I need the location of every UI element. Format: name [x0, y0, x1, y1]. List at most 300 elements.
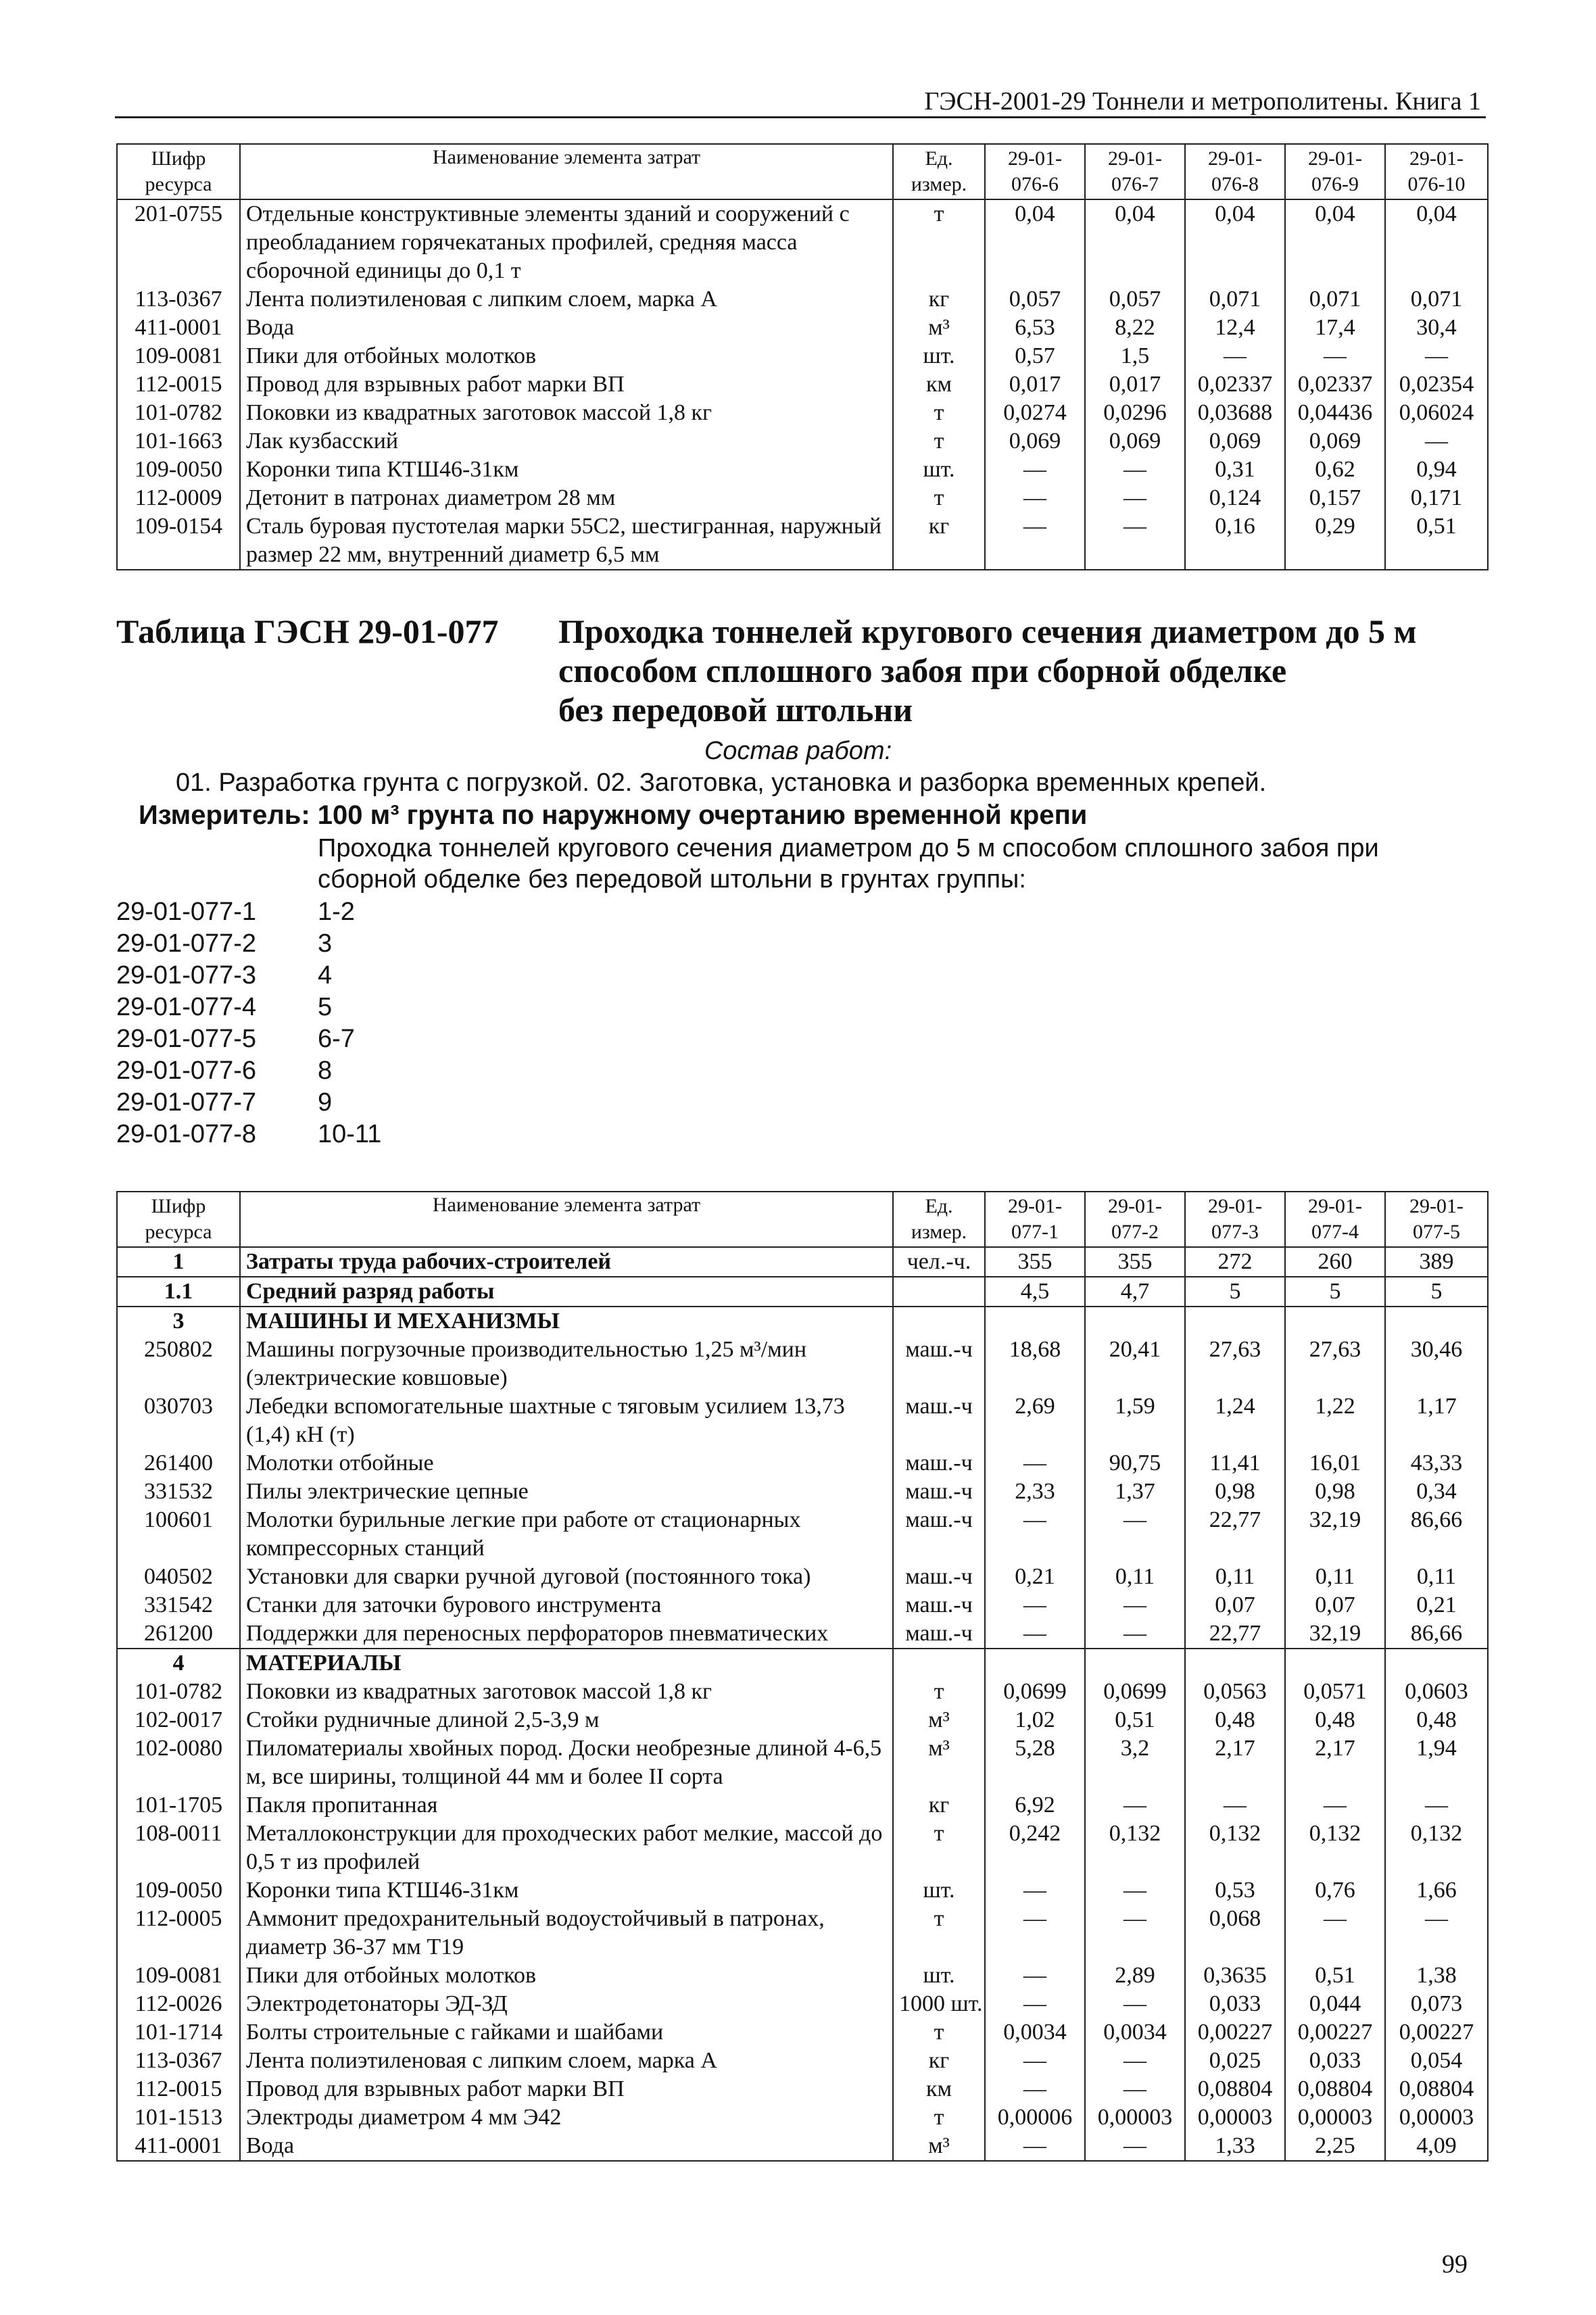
- resource-code: 112-0009: [117, 484, 240, 512]
- resource-name: Пики для отбойных молотков: [240, 1961, 893, 1990]
- norm-value: 30,4: [1385, 314, 1488, 342]
- norm-value: [1185, 1307, 1285, 1336]
- resource-unit: шт.: [893, 1961, 985, 1990]
- resource-name: Пиломатериалы хвойных пород. Доски необрезные длиной 4-6,5 м, все ширины, толщиной 44 мм и более II сорта: [240, 1734, 893, 1791]
- norm-value: 22,77: [1185, 1506, 1285, 1563]
- norm-value: 0,00006: [985, 2103, 1085, 2132]
- resource-unit: м³: [893, 1734, 985, 1791]
- resource-code: 108-0011: [117, 1820, 240, 1876]
- table-body: [117, 1247, 1488, 2161]
- norm-value: 0,51: [1385, 512, 1488, 570]
- norm-value: 0,00003: [1185, 2103, 1285, 2132]
- norm-value: [1085, 1649, 1185, 1678]
- resource-unit: т: [893, 484, 985, 512]
- norm-value: 0,069: [1285, 427, 1385, 456]
- norm-value: 0,48: [1385, 1706, 1488, 1734]
- norm-value: 1,5: [1085, 342, 1185, 370]
- norm-value: 0,132: [1385, 1820, 1488, 1876]
- table-row: [117, 1247, 1488, 1277]
- norm-value: 0,21: [985, 1563, 1085, 1591]
- resource-name: Установки для сварки ручной дуговой (постоянного тока): [240, 1563, 893, 1591]
- column-header: 29-01-076-10: [1385, 144, 1488, 199]
- norm-value: 0,0274: [985, 399, 1085, 427]
- variant-group: 8: [318, 1056, 333, 1085]
- norm-value: 0,11: [1285, 1563, 1385, 1591]
- norm-value: —: [1285, 342, 1385, 370]
- resource-name: МАТЕРИАЛЫ: [240, 1649, 893, 1678]
- norm-value: 0,02337: [1285, 370, 1385, 399]
- variant-group: 10-11: [318, 1120, 382, 1148]
- norm-value: —: [985, 512, 1085, 570]
- norm-value: 0,94: [1385, 456, 1488, 484]
- resource-name: Детонит в патронах диаметром 28 мм: [240, 484, 893, 512]
- table-row: [117, 399, 1488, 427]
- norm-value: —: [1085, 1905, 1185, 1961]
- resource-name: Пакля пропитанная: [240, 1791, 893, 1820]
- norm-value: 0,48: [1285, 1706, 1385, 1734]
- resource-table-077: [116, 1191, 1489, 2162]
- table-row: [117, 1506, 1488, 1563]
- variant-group: 5: [318, 993, 333, 1021]
- norm-value: —: [985, 1591, 1085, 1619]
- resource-unit: маш.-ч: [893, 1336, 985, 1392]
- resource-unit: 1000 шт.: [893, 1990, 985, 2018]
- norm-value: 1,59: [1085, 1392, 1185, 1449]
- norm-value: 0,11: [1185, 1563, 1285, 1591]
- page-number: 99: [1442, 2250, 1468, 2279]
- norm-value: 17,4: [1285, 314, 1385, 342]
- norm-value: 0,017: [1085, 370, 1185, 399]
- norm-value: [985, 1307, 1085, 1336]
- resource-unit: т: [893, 399, 985, 427]
- resource-name: Пилы электрические цепные: [240, 1478, 893, 1506]
- header-unit: Ед. измер.: [893, 1192, 985, 1247]
- norm-value: —: [1085, 1876, 1185, 1905]
- norm-value: 0,069: [1085, 427, 1185, 456]
- norm-value: 0,0571: [1285, 1678, 1385, 1706]
- norm-value: 0,3635: [1185, 1961, 1285, 1990]
- resource-unit: [893, 1307, 985, 1336]
- resource-name: Молотки отбойные: [240, 1449, 893, 1478]
- norm-value: —: [1285, 1791, 1385, 1820]
- resource-table-076: [116, 143, 1489, 570]
- norm-value: 0,76: [1285, 1876, 1385, 1905]
- norm-value: 0,0563: [1185, 1678, 1285, 1706]
- resource-unit: т: [893, 1678, 985, 1706]
- norm-value: —: [1185, 342, 1285, 370]
- norm-value: 2,25: [1285, 2132, 1385, 2161]
- resource-name: Поковки из квадратных заготовок массой 1,8 кг: [240, 399, 893, 427]
- resource-name: Лебедки вспомогательные шахтные с тяговым усилием 13,73 (1,4) кН (т): [240, 1392, 893, 1449]
- norm-value: —: [1085, 512, 1185, 570]
- resource-code: 109-0050: [117, 456, 240, 484]
- norm-value: [1285, 1649, 1385, 1678]
- norm-value: —: [985, 1619, 1085, 1649]
- norm-value: 16,01: [1285, 1449, 1385, 1478]
- norm-value: —: [1085, 456, 1185, 484]
- norm-value: 0,068: [1185, 1905, 1285, 1961]
- norm-value: 0,054: [1385, 2047, 1488, 2075]
- norm-value: 2,69: [985, 1392, 1085, 1449]
- norm-value: [1085, 1307, 1185, 1336]
- table-row: [117, 2075, 1488, 2103]
- resource-unit: м³: [893, 314, 985, 342]
- norm-value: [985, 1649, 1085, 1678]
- table-row: [117, 1734, 1488, 1791]
- norm-value: 27,63: [1185, 1336, 1285, 1392]
- norm-value: 4,5: [985, 1277, 1085, 1307]
- resource-name: Коронки типа КТШ46-31км: [240, 1876, 893, 1905]
- norm-value: 0,04: [985, 199, 1085, 285]
- norm-value: 2,17: [1185, 1734, 1285, 1791]
- norm-value: 4,09: [1385, 2132, 1488, 2161]
- norm-value: 1,22: [1285, 1392, 1385, 1449]
- table-row: [117, 1449, 1488, 1478]
- resource-unit: кг: [893, 1791, 985, 1820]
- table-body: [117, 199, 1488, 570]
- norm-value: 0,0699: [1085, 1678, 1185, 1706]
- resource-code: 1.1: [117, 1277, 240, 1307]
- resource-unit: маш.-ч: [893, 1392, 985, 1449]
- variant-row: [116, 1119, 381, 1150]
- norm-value: 0,04436: [1285, 399, 1385, 427]
- variant-group: 1-2: [318, 898, 355, 926]
- resource-code: 109-0050: [117, 1876, 240, 1905]
- norm-value: 0,017: [985, 370, 1085, 399]
- norm-value: 12,4: [1185, 314, 1285, 342]
- norm-value: 0,31: [1185, 456, 1285, 484]
- resource-unit: [893, 1649, 985, 1678]
- norm-value: 6,53: [985, 314, 1085, 342]
- resource-unit: м³: [893, 1706, 985, 1734]
- table-row: [117, 285, 1488, 314]
- table-row: [117, 1706, 1488, 1734]
- header-code: Шифр ресурса: [117, 144, 240, 199]
- norm-value: —: [1085, 2075, 1185, 2103]
- resource-unit: шт.: [893, 342, 985, 370]
- norm-value: 90,75: [1085, 1449, 1185, 1478]
- norm-value: 0,04: [1385, 199, 1488, 285]
- norm-value: 0,069: [985, 427, 1085, 456]
- norm-value: [1285, 1307, 1385, 1336]
- table-row: [117, 2132, 1488, 2161]
- table-title: [558, 612, 1437, 729]
- column-header: 29-01-077-4: [1285, 1192, 1385, 1247]
- norm-value: 0,044: [1285, 1990, 1385, 2018]
- norm-value: —: [1085, 1990, 1185, 2018]
- resource-unit: шт.: [893, 456, 985, 484]
- variant-code: 29-01-077-8: [116, 1120, 257, 1148]
- table-row: [117, 1820, 1488, 1876]
- resource-code: 411-0001: [117, 314, 240, 342]
- resource-code: 112-0015: [117, 370, 240, 399]
- norm-value: 0,62: [1285, 456, 1385, 484]
- table-row: [117, 2103, 1488, 2132]
- resource-code: 4: [117, 1649, 240, 1678]
- resource-name: Вода: [240, 314, 893, 342]
- resource-code: 113-0367: [117, 285, 240, 314]
- norm-value: 32,19: [1285, 1506, 1385, 1563]
- norm-value: —: [1385, 342, 1488, 370]
- resource-code: 101-0782: [117, 399, 240, 427]
- norm-value: 0,00227: [1385, 2018, 1488, 2047]
- table-row: [117, 1619, 1488, 1649]
- resource-unit: маш.-ч: [893, 1449, 985, 1478]
- column-header: 29-01-077-1: [985, 1192, 1085, 1247]
- table-row: [117, 1678, 1488, 1706]
- column-header: 29-01-076-6: [985, 144, 1085, 199]
- variant-row: [116, 1087, 381, 1119]
- resource-unit: шт.: [893, 1876, 985, 1905]
- norm-value: 0,057: [1085, 285, 1185, 314]
- norm-value: —: [1085, 2132, 1185, 2161]
- norm-value: 1,24: [1185, 1392, 1285, 1449]
- resource-name: Затраты труда рабочих-строителей: [240, 1247, 893, 1277]
- header-code: Шифр ресурса: [117, 1192, 240, 1247]
- variant-code: 29-01-077-3: [116, 961, 257, 990]
- norm-value: 3,2: [1085, 1734, 1185, 1791]
- resource-unit: маш.-ч: [893, 1506, 985, 1563]
- norm-value: 355: [985, 1247, 1085, 1277]
- norm-value: 0,157: [1285, 484, 1385, 512]
- norm-value: —: [1085, 1591, 1185, 1619]
- table-row: [117, 199, 1488, 285]
- norm-value: 0,025: [1185, 2047, 1285, 2075]
- resource-name: Болты строительные с гайками и шайбами: [240, 2018, 893, 2047]
- resource-unit: кг: [893, 285, 985, 314]
- resource-unit: т: [893, 427, 985, 456]
- table-title-line: способом сплошного забоя при сборной обделке: [558, 652, 1287, 689]
- resource-name: Средний разряд работы: [240, 1277, 893, 1307]
- norm-value: 0,98: [1285, 1478, 1385, 1506]
- norm-value: 1,94: [1385, 1734, 1488, 1791]
- resource-code: 109-0081: [117, 342, 240, 370]
- resource-unit: маш.-ч: [893, 1619, 985, 1649]
- header-name: Наименование элемента затрат: [240, 1192, 893, 1247]
- norm-value: 0,04: [1285, 199, 1385, 285]
- norm-value: 86,66: [1385, 1619, 1488, 1649]
- resource-code: 411-0001: [117, 2132, 240, 2161]
- norm-value: —: [985, 1961, 1085, 1990]
- norm-value: 0,242: [985, 1820, 1085, 1876]
- table-row: [117, 1905, 1488, 1961]
- table-row: [117, 427, 1488, 456]
- resource-unit: кг: [893, 2047, 985, 2075]
- resource-code: 101-0782: [117, 1678, 240, 1706]
- norm-value: —: [1085, 2047, 1185, 2075]
- norm-value: 0,02354: [1385, 370, 1488, 399]
- norm-value: 0,00227: [1285, 2018, 1385, 2047]
- norm-value: 1,66: [1385, 1876, 1488, 1905]
- resource-unit: маш.-ч: [893, 1563, 985, 1591]
- norm-value: 1,17: [1385, 1392, 1488, 1449]
- resource-name: Электроды диаметром 4 мм Э42: [240, 2103, 893, 2132]
- norm-value: [1185, 1649, 1285, 1678]
- norm-value: —: [985, 2075, 1085, 2103]
- norm-value: 0,03688: [1185, 399, 1285, 427]
- resource-code: 109-0154: [117, 512, 240, 570]
- variant-code: 29-01-077-1: [116, 898, 257, 926]
- variant-group: 9: [318, 1088, 333, 1117]
- variant-group: 6-7: [318, 1025, 355, 1053]
- variant-group: 3: [318, 929, 333, 958]
- norm-value: 272: [1185, 1247, 1285, 1277]
- norm-value: 0,00227: [1185, 2018, 1285, 2047]
- table-row: [117, 1336, 1488, 1392]
- table-row: [117, 342, 1488, 370]
- table-row: [117, 1277, 1488, 1307]
- table-row: [117, 456, 1488, 484]
- resource-code: 112-0015: [117, 2075, 240, 2103]
- resource-unit: т: [893, 1905, 985, 1961]
- table-row: [117, 512, 1488, 570]
- variant-list: [116, 896, 381, 1150]
- norm-value: 0,071: [1285, 285, 1385, 314]
- norm-value: 0,0699: [985, 1678, 1085, 1706]
- norm-value: 27,63: [1285, 1336, 1385, 1392]
- table-row: [117, 1961, 1488, 1990]
- norm-value: —: [985, 1506, 1085, 1563]
- norm-value: 0,04: [1185, 199, 1285, 285]
- norm-value: —: [1385, 1791, 1488, 1820]
- norm-value: 389: [1385, 1247, 1488, 1277]
- resource-code: 3: [117, 1307, 240, 1336]
- norm-value: 0,057: [985, 285, 1085, 314]
- norm-value: 2,33: [985, 1478, 1085, 1506]
- norm-value: 0,57: [985, 342, 1085, 370]
- norm-value: 0,069: [1185, 427, 1285, 456]
- resource-name: Молотки бурильные легкие при работе от стационарных компрессорных станций: [240, 1506, 893, 1563]
- norm-value: 32,19: [1285, 1619, 1385, 1649]
- norm-value: 0,11: [1085, 1563, 1185, 1591]
- resource-code: 100601: [117, 1506, 240, 1563]
- variant-group: 4: [318, 961, 333, 990]
- resource-name: Вода: [240, 2132, 893, 2161]
- norm-value: 0,07: [1185, 1591, 1285, 1619]
- table-row: [117, 1392, 1488, 1449]
- resource-name: Провод для взрывных работ марки ВП: [240, 370, 893, 399]
- resource-name: Станки для заточки бурового инструмента: [240, 1591, 893, 1619]
- resource-name: Электродетонаторы ЭД-ЗД: [240, 1990, 893, 2018]
- resource-unit: т: [893, 2018, 985, 2047]
- norm-value: —: [1385, 427, 1488, 456]
- resource-name: МАШИНЫ И МЕХАНИЗМЫ: [240, 1307, 893, 1336]
- resource-unit: кг: [893, 512, 985, 570]
- variant-row: [116, 896, 381, 928]
- norm-value: 1,38: [1385, 1961, 1488, 1990]
- variant-row: [116, 992, 381, 1023]
- variant-row: [116, 1055, 381, 1087]
- column-header: 29-01-077-3: [1185, 1192, 1285, 1247]
- norm-value: 1,37: [1085, 1478, 1185, 1506]
- resource-name: Пики для отбойных молотков: [240, 342, 893, 370]
- resource-name: Машины погрузочные производительностью 1,25 м³/мин (электрические ковшовые): [240, 1336, 893, 1392]
- norm-value: 1,02: [985, 1706, 1085, 1734]
- resource-code: 331542: [117, 1591, 240, 1619]
- table-row: [117, 2018, 1488, 2047]
- norm-value: [1385, 1307, 1488, 1336]
- norm-value: 0,08804: [1185, 2075, 1285, 2103]
- resource-code: 109-0081: [117, 1961, 240, 1990]
- resource-name: Провод для взрывных работ марки ВП: [240, 2075, 893, 2103]
- norm-value: 0,033: [1185, 1990, 1285, 2018]
- norm-value: 0,00003: [1385, 2103, 1488, 2132]
- norm-value: 30,46: [1385, 1336, 1488, 1392]
- table-row: [117, 1307, 1488, 1336]
- norm-value: 0,98: [1185, 1478, 1285, 1506]
- variant-row: [116, 960, 381, 992]
- norm-value: 43,33: [1385, 1449, 1488, 1478]
- norm-value: 18,68: [985, 1336, 1085, 1392]
- resource-unit: т: [893, 2103, 985, 2132]
- variant-code: 29-01-077-7: [116, 1088, 257, 1117]
- table-row: [117, 370, 1488, 399]
- norm-value: —: [1085, 1506, 1185, 1563]
- norm-value: 0,0034: [1085, 2018, 1185, 2047]
- resource-code: 201-0755: [117, 199, 240, 285]
- norm-value: 0,07: [1285, 1591, 1385, 1619]
- norm-value: —: [985, 484, 1085, 512]
- resource-code: 030703: [117, 1392, 240, 1449]
- variant-code: 29-01-077-2: [116, 929, 257, 958]
- norm-value: 0,00003: [1085, 2103, 1185, 2132]
- resource-name: Металлоконструкции для проходческих работ мелкие, массой до 0,5 т из профилей: [240, 1820, 893, 1876]
- resource-code: 261200: [117, 1619, 240, 1649]
- table-row: [117, 484, 1488, 512]
- variant-code: 29-01-077-6: [116, 1056, 257, 1085]
- resource-unit: маш.-ч: [893, 1591, 985, 1619]
- norm-value: 0,0034: [985, 2018, 1085, 2047]
- resource-name: Поддержки для переносных перфораторов пневматических: [240, 1619, 893, 1649]
- norm-value: 260: [1285, 1247, 1385, 1277]
- norm-value: 0,08804: [1285, 2075, 1385, 2103]
- norm-value: 6,92: [985, 1791, 1085, 1820]
- resource-name: Поковки из квадратных заготовок массой 1,8 кг: [240, 1678, 893, 1706]
- norm-value: 2,17: [1285, 1734, 1385, 1791]
- table-title-line: Проходка тоннелей кругового сечения диаметром до 5 м: [558, 612, 1417, 650]
- header-name: Наименование элемента затрат: [240, 144, 893, 199]
- norm-value: —: [1085, 1791, 1185, 1820]
- norm-value: 0,08804: [1385, 2075, 1488, 2103]
- table-row: [117, 2047, 1488, 2075]
- resource-unit: км: [893, 2075, 985, 2103]
- resource-name: Лента полиэтиленовая с липким слоем, марка А: [240, 285, 893, 314]
- norm-value: —: [1085, 1619, 1185, 1649]
- norm-value: 0,0603: [1385, 1678, 1488, 1706]
- norm-value: 0,16: [1185, 512, 1285, 570]
- norm-value: 0,34: [1385, 1478, 1488, 1506]
- running-header: ГЭСН-2001-29 Тоннели и метрополитены. Книга 1: [924, 87, 1481, 116]
- meter-text: Измеритель: 100 м³ грунта по наружному очертанию временной крепи: [139, 800, 1088, 830]
- resource-code: 040502: [117, 1563, 240, 1591]
- table-row: [117, 314, 1488, 342]
- resource-name: Отдельные конструктивные элементы зданий и сооружений с преобладанием горячекатаных профилей, средняя масса сборочной единицы до 0,1 т: [240, 199, 893, 285]
- resource-code: 101-1663: [117, 427, 240, 456]
- norm-value: 0,51: [1085, 1706, 1185, 1734]
- norm-value: —: [1185, 1791, 1285, 1820]
- variant-row: [116, 1023, 381, 1055]
- norm-value: 0,033: [1285, 2047, 1385, 2075]
- norm-value: 0,132: [1085, 1820, 1185, 1876]
- table-row: [117, 1649, 1488, 1678]
- norm-value: 20,41: [1085, 1336, 1185, 1392]
- norm-value: 22,77: [1185, 1619, 1285, 1649]
- header-rule: [115, 116, 1486, 118]
- norm-value: 0,00003: [1285, 2103, 1385, 2132]
- resource-name: Сталь буровая пустотелая марки 55С2, шестигранная, наружный размер 22 мм, внутренний диаметр 6,5 мм: [240, 512, 893, 570]
- norm-value: 8,22: [1085, 314, 1185, 342]
- column-header: 29-01-076-9: [1285, 144, 1385, 199]
